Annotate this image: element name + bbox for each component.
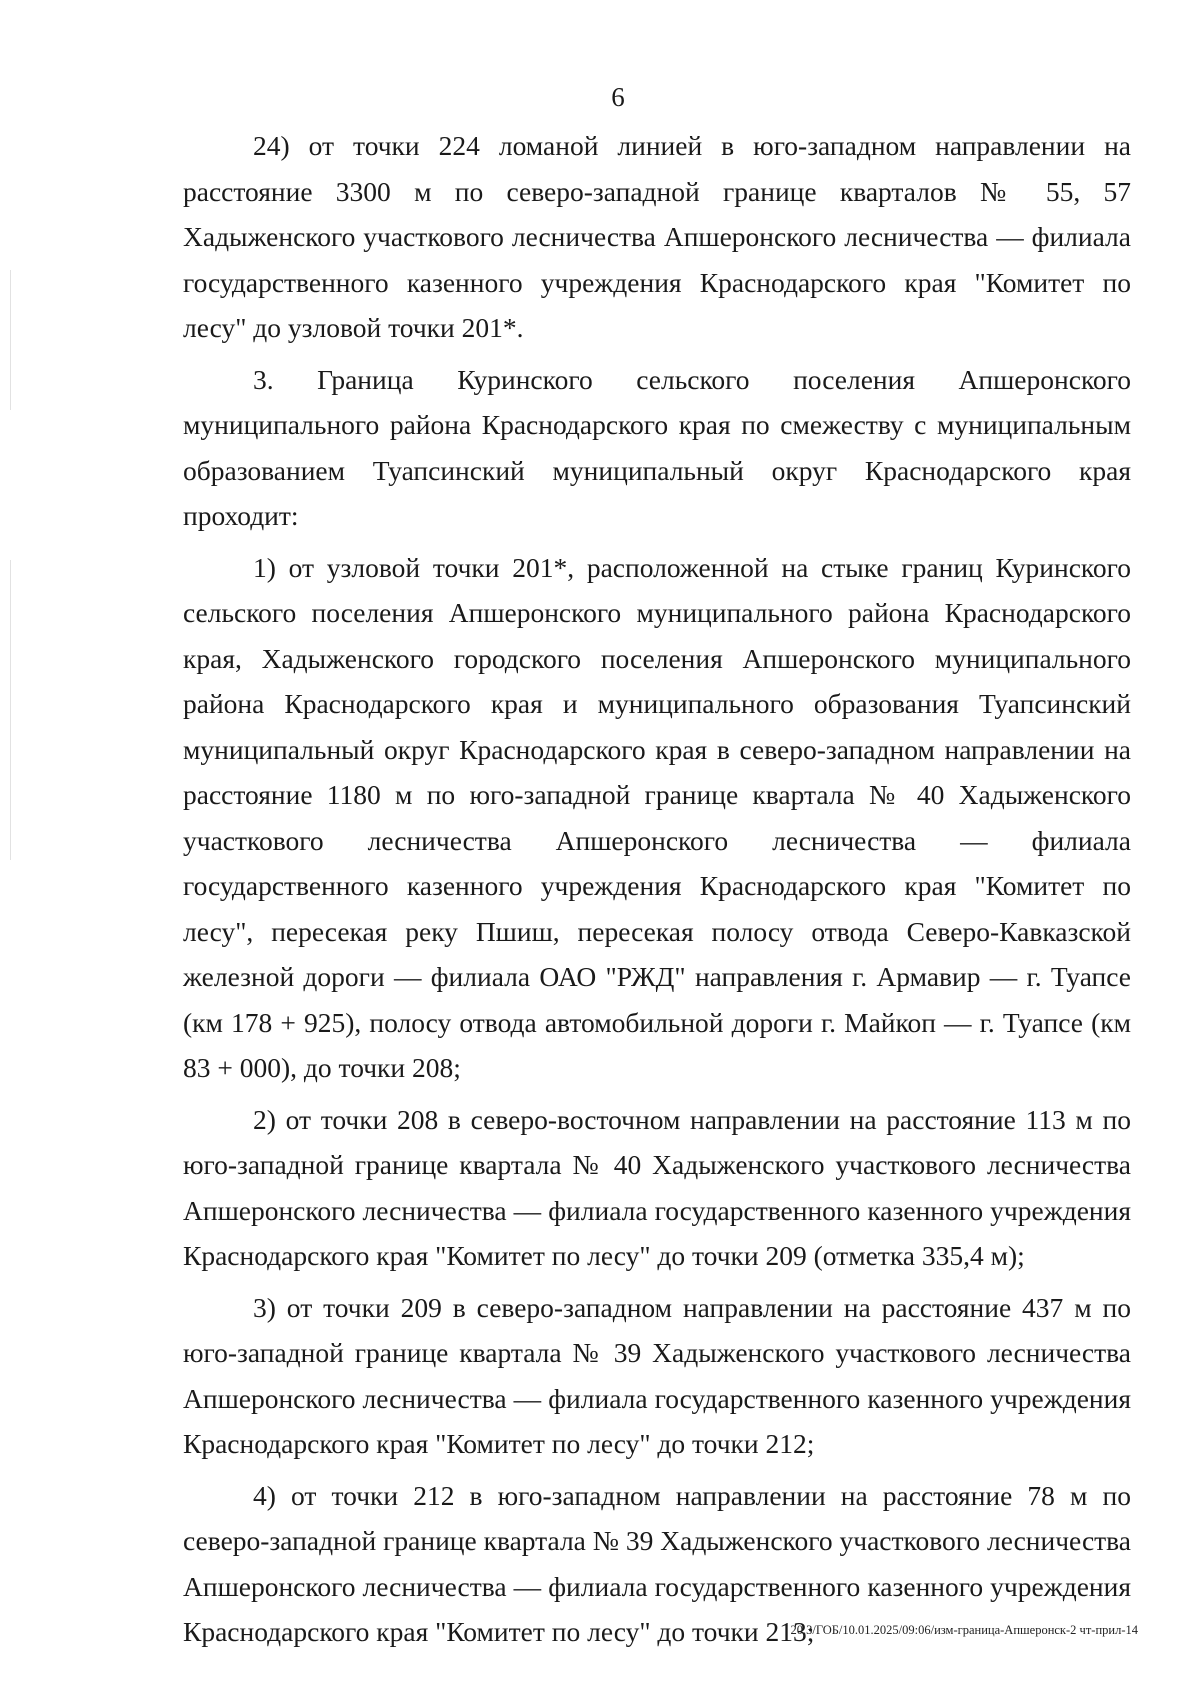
scan-margin-mark	[10, 560, 11, 860]
paragraph-item-1: 1) от узловой точки 201*, расположенной на стыке границ Куринского сельского поселения Апшеронского муниципального района Краснодарского края, Хадыженского городского поселения Апшеронского муниципального района Краснодарского края и муниципального образования Туапсинский муниципальный округ Краснодарского края в северо-западном направлении на расстояние 1180 м по юго-западной границе квартала № 40 Хадыженского участкового лесничества Апшеронского лесничества — филиала государственного казенного учреждения Краснодарского края "Комитет по лесу", пересекая реку Пшиш, пересекая полосу отвода Северо-Кавказской железной дороги — филиала ОАО "РЖД" направления г. Армавир — г. Туапсе (км 178 + 925), полосу отвода автомобильной дороги г. Майкоп — г. Туапсе (км 83 + 000), до точки 208;	[183, 551, 1131, 1083]
document-footer-code: 20.3/ГОБ/10.01.2025/09:06/изм-граница-Апшеронск-2 чт-прил-14	[790, 1623, 1138, 1637]
document-body	[183, 123, 1131, 1661]
paragraph-section-3: 3. Граница Куринского сельского поселения Апшеронского муниципального района Краснодарского края по смежеству с муниципальным образованием Туапсинский муниципальный округ Краснодарского края проходит:	[183, 363, 1131, 531]
paragraph-item-3: 3) от точки 209 в северо-западном направлении на расстояние 437 м по юго-западной границе квартала № 39 Хадыженского участкового лесничества Апшеронского лесничества — филиала государственного казенного учреждения Краснодарского края "Комитет по лесу" до точки 212;	[183, 1291, 1131, 1459]
paragraph-item-4: 4) от точки 212 в юго-западном направлении на расстояние 78 м по северо-западной границе квартала № 39 Хадыженского участкового лесничества Апшеронского лесничества — филиала государственного казенного учреждения Краснодарского края "Комитет по лесу" до точки 213;	[183, 1479, 1131, 1647]
page-number: 6	[611, 82, 625, 112]
paragraph-item-2: 2) от точки 208 в северо-восточном направлении на расстояние 113 м по юго-западной границе квартала № 40 Хадыженского участкового лесничества Апшеронского лесничества — филиала государственного казенного учреждения Краснодарского края "Комитет по лесу" до точки 209 (отметка 335,4 м);	[183, 1103, 1131, 1271]
paragraph-item-24: 24) от точки 224 ломаной линией в юго-западном направлении на расстояние 3300 м по северо-западной границе кварталов № 55, 57 Хадыженского участкового лесничества Апшеронского лесничества — филиала государственного казенного учреждения Краснодарского края "Комитет по лесу" до узловой точки 201*.	[183, 130, 1131, 343]
scan-margin-mark	[10, 270, 11, 410]
